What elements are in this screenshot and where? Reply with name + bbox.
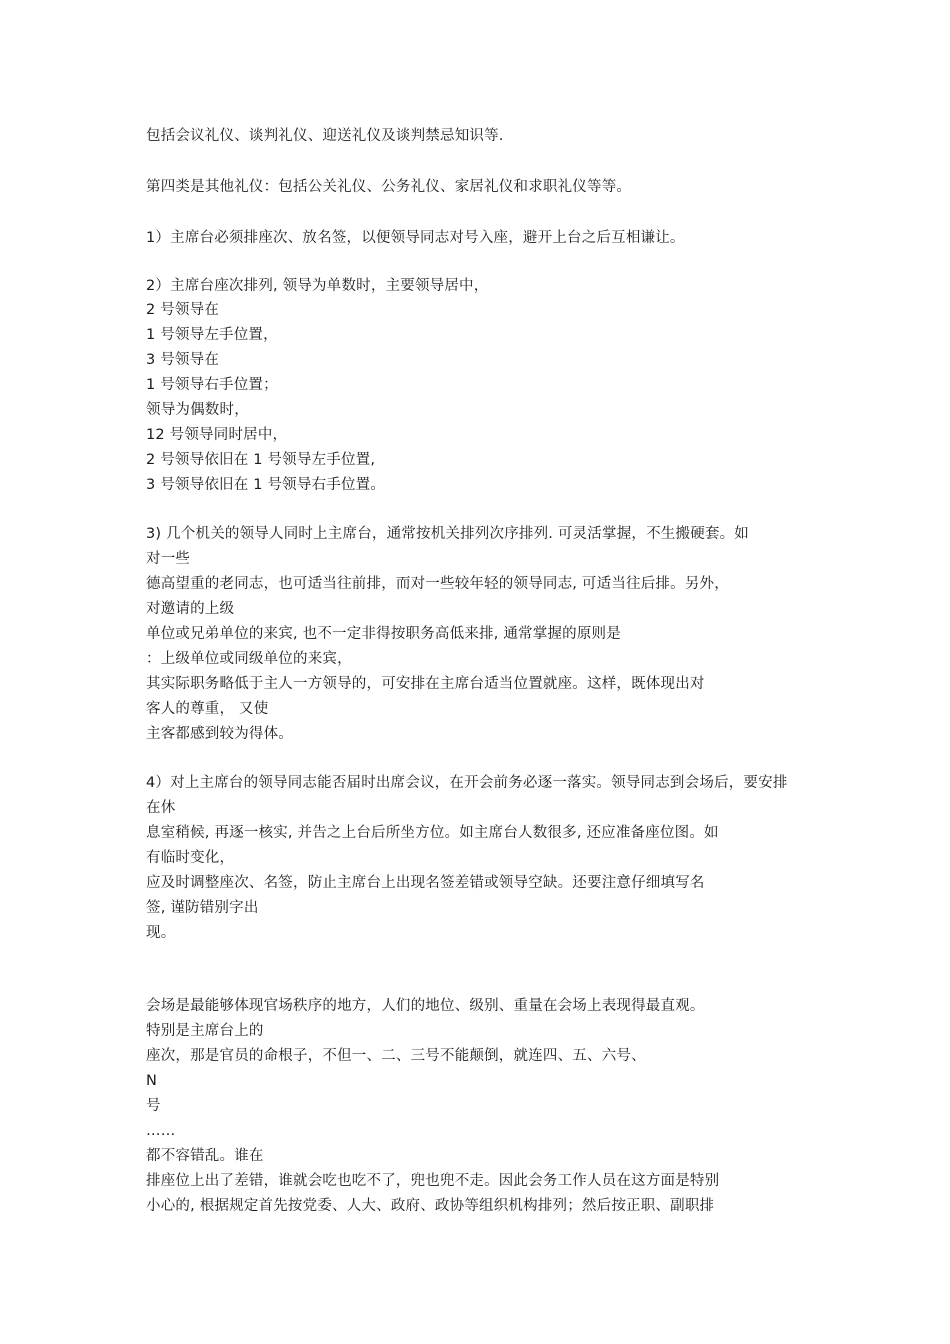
text-line: 领导为偶数时，	[146, 402, 249, 418]
text-line: 包括会议礼仪、谈判礼仪、迎送礼仪及谈判禁忌知识等.	[146, 128, 504, 144]
text-line: 会场是最能够体现官场秩序的地方，人们的地位、级别、重量在会场上表现得最直观。	[146, 998, 705, 1014]
text-line: 1 号领导左手位置，	[146, 327, 278, 343]
text-line: 1 号领导右手位置；	[146, 377, 278, 393]
text-line: 现。	[146, 925, 176, 941]
text-line: 3) 几个机关的领导人同时上主席台，通常按机关排列次序排列. 可灵活掌握，不生搬硬套。如	[146, 526, 750, 542]
text-line: 排座位上出了差错，谁就会吃也吃不了，兜也兜不走。因此会务工作人员在这方面是特别	[146, 1173, 720, 1189]
text-line: 应及时调整座次、名签，防止主席台上出现名签差错或领导空缺。还要注意仔细填写名	[146, 875, 705, 891]
text-line: 客人的尊重， 又使	[146, 701, 269, 717]
text-line: 在休	[146, 800, 176, 816]
text-line: 对邀请的上级	[146, 601, 235, 617]
text-line: 单位或兄弟单位的来宾, 也不一定非得按职务高低来排, 通常掌握的原则是	[146, 626, 621, 642]
text-line: 都不容错乱。谁在	[146, 1148, 264, 1164]
text-line: 2）主席台座次排列, 领导为单数时，主要领导居中，	[146, 278, 489, 294]
text-line: 息室稍候, 再逐一核实, 并告之上台后所坐方位。如主席台人数很多, 还应准备座位图。如	[146, 825, 719, 841]
text-line: 特别是主席台上的	[146, 1023, 264, 1039]
text-line: 其实际职务略低于主人一方领导的，可安排在主席台适当位置就座。这样，既体现出对	[146, 676, 705, 692]
text-line: N	[146, 1073, 158, 1089]
text-line: 2 号领导依旧在 1 号领导左手位置,	[146, 452, 376, 468]
text-line: ：上级单位或同级单位的来宾，	[146, 651, 352, 667]
text-line: ……	[146, 1123, 176, 1139]
text-line: 第四类是其他礼仪：包括公关礼仪、公务礼仪、家居礼仪和求职礼仪等等。	[146, 179, 632, 195]
text-line: 12 号领导同时居中，	[146, 427, 288, 443]
text-line: 主客都感到较为得体。	[146, 726, 293, 742]
text-line: 德高望重的老同志，也可适当往前排，而对一些较年轻的领导同志, 可适当往后排。另外，	[146, 576, 729, 592]
text-line: 有临时变化，	[146, 850, 235, 866]
text-line: 1）主席台必须排座次、放名签，以便领导同志对号入座，避开上台之后互相谦让。	[146, 230, 685, 246]
text-line: 签, 谨防错别字出	[146, 900, 259, 916]
text-line: 座次，那是官员的命根子，不但一、二、三号不能颠倒，就连四、五、六号、	[146, 1048, 646, 1064]
text-line: 2 号领导在	[146, 302, 220, 318]
text-line: 4）对上主席台的领导同志能否届时出席会议，在开会前务必逐一落实。领导同志到会场后，要安排	[146, 775, 788, 791]
text-line: 3 号领导依旧在 1 号领导右手位置。	[146, 477, 386, 493]
text-line: 小心的, 根据规定首先按党委、人大、政府、政协等组织机构排列；然后按正职、副职排	[146, 1198, 715, 1214]
text-line: 对一些	[146, 551, 191, 567]
text-line: 号	[146, 1098, 161, 1114]
text-line: 3 号领导在	[146, 352, 220, 368]
